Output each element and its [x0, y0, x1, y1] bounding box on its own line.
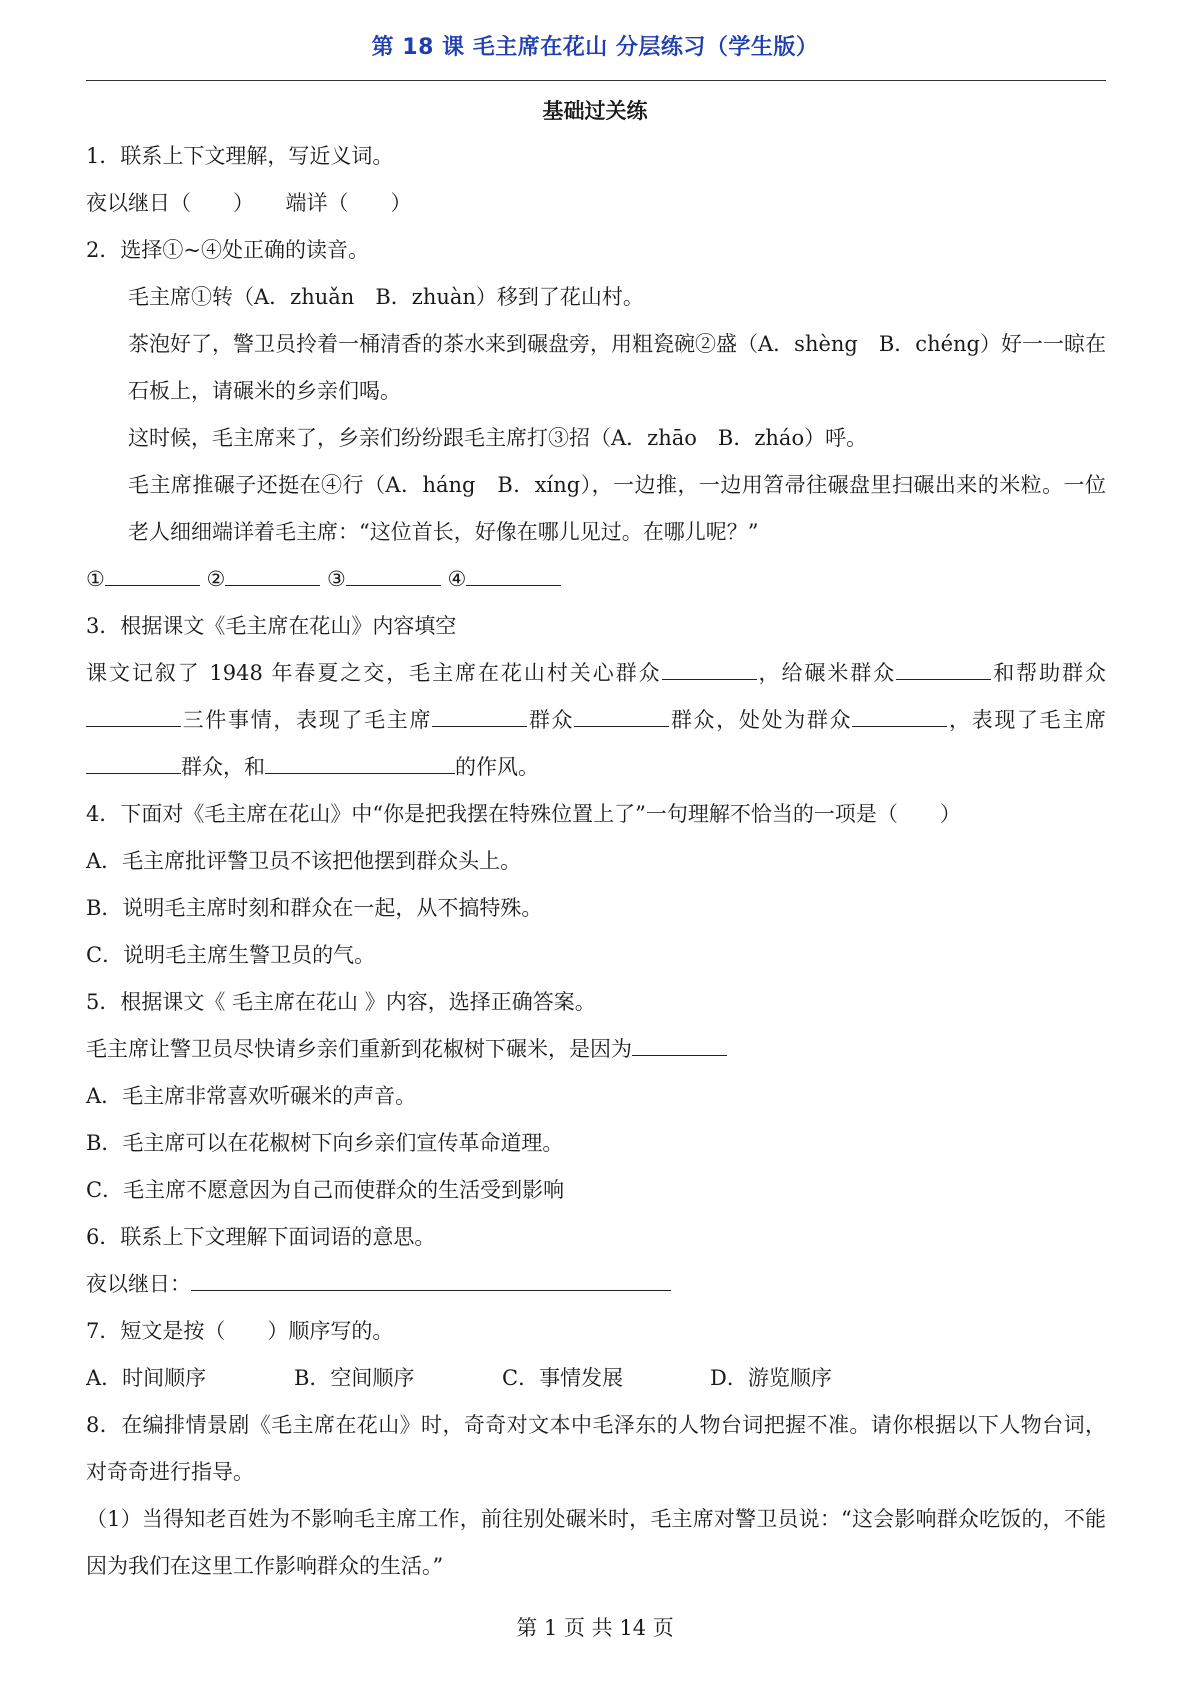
q5-answer-blank[interactable] — [632, 1031, 727, 1056]
answer-blank-2[interactable] — [225, 561, 320, 586]
answer-label-4: ④ — [447, 567, 467, 591]
worksheet-body — [86, 133, 1106, 1590]
q6-answer-blank[interactable] — [191, 1266, 671, 1291]
section-title: 基础过关练 — [542, 99, 648, 123]
q3-text-3: 和帮助群众 — [991, 661, 1107, 685]
answer-blank-4[interactable] — [466, 561, 561, 586]
answer-label-3: ③ — [327, 567, 346, 591]
q3-blank-6[interactable] — [852, 702, 947, 727]
q3-text-5: 群众 — [527, 708, 575, 732]
q3-text-4: 三件事情，表现了毛主席 — [181, 708, 433, 732]
q3-blank-8[interactable] — [265, 749, 455, 774]
q8-stem: 8．在编排情景剧《毛主席在花山》时，奇奇对文本中毛泽东的人物台词把握不准。请你根据以下人物台词，对奇奇进行指导。 — [86, 1413, 1106, 1484]
q2-passage-2: 茶泡好了，警卫员拎着一桶清香的茶水来到碾盘旁，用粗瓷碗②盛（A．shèng B．chéng）好一一晾在石板上，请碾米的乡亲们喝。 — [128, 332, 1106, 403]
q1-stem: 1．联系上下文理解，写近义词。 — [86, 144, 394, 168]
q6-term: 夜以继日： — [86, 1272, 191, 1296]
q4-option-b: B．说明毛主席时刻和群众在一起，从不搞特殊。 — [86, 896, 543, 920]
q7-option-b: B．空间顺序 — [294, 1366, 415, 1390]
q6-answer-line — [86, 1261, 1106, 1308]
q4-stem: 4．下面对《毛主席在花山》中“你是把我摆在特殊位置上了”一句理解不恰当的一项是（ ） — [86, 802, 961, 826]
q3-blank-3[interactable] — [86, 702, 181, 727]
q3-fill-paragraph — [86, 650, 1106, 791]
answer-blank-1[interactable] — [105, 561, 200, 586]
q3-text-7: ，表现了毛主席 — [947, 708, 1107, 732]
q3-text-1: 课文记叙了 1948 年春夏之交，毛主席在花山村关心群众 — [86, 661, 662, 685]
q3-blank-2[interactable] — [896, 655, 991, 680]
q5-option-b: B．毛主席可以在花椒树下向乡亲们宣传革命道理。 — [86, 1131, 564, 1155]
q5-stem: 5．根据课文《 毛主席在花山 》内容，选择正确答案。 — [86, 990, 596, 1014]
answer-label-2: ② — [206, 567, 226, 591]
q2-answer-blanks — [86, 556, 1106, 603]
q5-question-text: 毛主席让警卫员尽快请乡亲们重新到花椒树下碾米，是因为 — [86, 1037, 632, 1061]
q3-blank-7[interactable] — [86, 749, 181, 774]
q3-blank-5[interactable] — [574, 702, 669, 727]
q2-stem: 2．选择①~④处正确的读音。 — [86, 238, 369, 262]
q3-stem: 3．根据课文《毛主席在花山》内容填空 — [86, 614, 457, 638]
q3-text-9: 的作风。 — [455, 755, 539, 779]
q3-blank-1[interactable] — [662, 655, 757, 680]
q7-option-a: A．时间顺序 — [86, 1366, 207, 1390]
document-header-title: 第 18 课 毛主席在花山 分层练习（学生版） — [371, 35, 819, 60]
q7-stem: 7．短文是按（ ）顺序写的。 — [86, 1319, 394, 1343]
q4-option-a: A．毛主席批评警卫员不该把他摆到群众头上。 — [86, 849, 522, 873]
q3-blank-4[interactable] — [432, 702, 527, 727]
q2-passage-3: 这时候，毛主席来了，乡亲们纷纷跟毛主席打③招（A．zhāo B．zháo）呼。 — [128, 426, 868, 450]
q5-question — [86, 1026, 1106, 1073]
q8-sub-1: （1）当得知老百姓为不影响毛主席工作，前往别处碾米时，毛主席对警卫员说：“这会影响群众吃饭的，不能因为我们在这里工作影响群众的生活。” — [86, 1507, 1106, 1578]
q7-options — [86, 1355, 1106, 1402]
q4-option-c: C．说明毛主席生警卫员的气。 — [86, 943, 376, 967]
q3-text-2: ，给碾米群众 — [756, 661, 897, 685]
q1-answer-line: 夜以继日（ ） 端详（ ） — [86, 191, 412, 215]
q3-text-6: 群众，处处为群众 — [669, 708, 853, 732]
q5-option-c: C．毛主席不愿意因为自己而使群众的生活受到影响 — [86, 1178, 565, 1202]
answer-label-1: ① — [86, 567, 105, 591]
q7-option-d: D．游览顺序 — [710, 1366, 832, 1390]
q6-stem: 6．联系上下文理解下面词语的意思。 — [86, 1225, 436, 1249]
q2-passage-1: 毛主席①转（A．zhuǎn B．zhuàn）移到了花山村。 — [128, 285, 644, 309]
q5-option-a: A．毛主席非常喜欢听碾米的声音。 — [86, 1084, 417, 1108]
q3-text-8: 群众，和 — [181, 755, 265, 779]
q7-option-c: C．事情发展 — [502, 1366, 624, 1390]
q2-passage-4: 毛主席推碾子还挺在④行（A．háng B．xíng），一边推，一边用笤帚往碾盘里扫碾出来的米粒。一位老人细细端详着毛主席：“这位首长，好像在哪儿见过。在哪儿呢？” — [128, 473, 1106, 544]
page-footer: 第 1 页 共 14 页 — [516, 1616, 674, 1640]
header-divider — [86, 80, 1106, 81]
answer-blank-3[interactable] — [346, 561, 441, 586]
